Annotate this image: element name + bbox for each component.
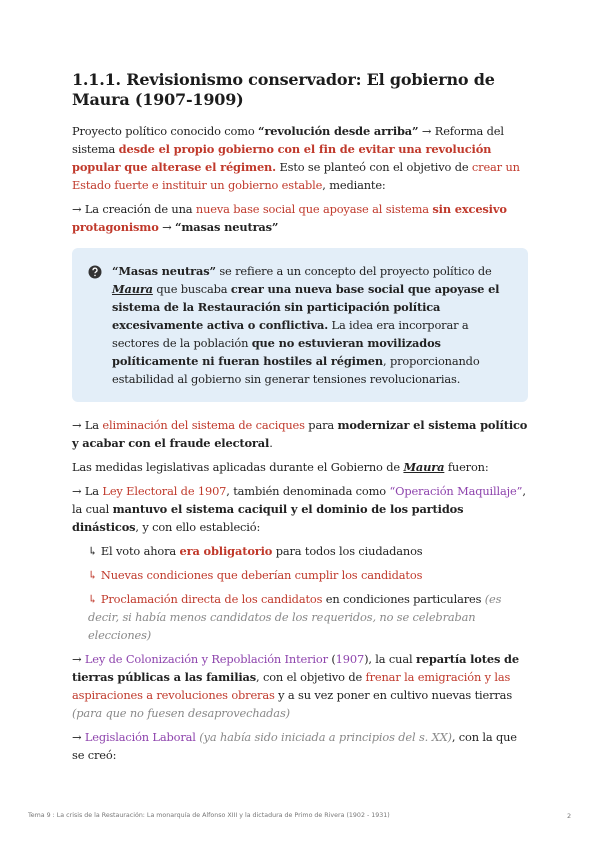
text: ↳ El voto ahora xyxy=(88,544,180,558)
text: que buscaba xyxy=(152,282,231,296)
list-item xyxy=(88,542,528,560)
section-heading: 1.1.1. Revisionismo conservador: El gobierno de Maura (1907-1909) xyxy=(72,70,495,109)
labor-legislation xyxy=(72,728,528,764)
text: “masas neutras” xyxy=(174,220,279,234)
text: ↳ xyxy=(88,568,101,582)
text: Esto se planteó con el objetivo de xyxy=(276,160,472,174)
text: La idea era incorporar a sectores de la población xyxy=(112,318,469,350)
text: modernizar el sistema político y acabar con el fraude electoral xyxy=(72,418,528,450)
callout-text xyxy=(112,262,512,388)
text: → La xyxy=(72,418,103,432)
text: Proclamación directa de los candidatos xyxy=(100,592,323,606)
text: Ley Electoral de 1907 xyxy=(102,484,227,498)
text: → La creación de una xyxy=(72,202,196,216)
text: → xyxy=(72,652,85,666)
text: crear una nueva base social que apoyase el sistema de la Restauración sin participación política excesivamente activa o conflictiva. xyxy=(112,282,500,332)
text: , proporcionando estabilidad al gobierno sin generar tensiones revolucionarias. xyxy=(112,354,480,386)
point-neutral-masses xyxy=(72,200,528,236)
text: que no estuvieran movilizados políticamente ni fueran hostiles al régimen xyxy=(112,336,441,368)
page-footer: Tema 9 : La crisis de la Restauración: La monarquía de Alfonso XIII y la dictadura de Primo de Rivera (1902 - 1931) xyxy=(28,812,390,819)
text: (ya había sido iniciada a principios del s. XX) xyxy=(199,730,452,744)
electoral-law xyxy=(72,482,528,536)
text: Proyecto político conocido como xyxy=(72,124,259,138)
text: eliminación del sistema de caciques xyxy=(102,418,305,432)
text: era obligatorio xyxy=(179,544,273,558)
text: Maura xyxy=(112,282,153,296)
text: Nuevas condiciones que deberían cumplir los candidatos xyxy=(100,568,423,582)
text: → xyxy=(158,220,175,234)
text: nueva base social que apoyase al sistema xyxy=(195,202,429,216)
text: y a su vez poner en cultivo nuevas tierras xyxy=(274,688,513,702)
info-callout xyxy=(72,248,528,402)
text: “Operación Maquillaje” xyxy=(389,484,523,498)
text: ↳ xyxy=(88,592,101,606)
text: , la cual xyxy=(72,484,526,516)
text: Legislación Laboral xyxy=(84,730,196,744)
text: . xyxy=(269,436,273,450)
point-caciques xyxy=(72,416,528,452)
text: se refiere a un concepto del proyecto político de xyxy=(215,264,492,278)
text: , mediante: xyxy=(322,178,386,192)
text: (es decir, si había menos candidatos de los requeridos, no se celebraban elecciones) xyxy=(88,592,502,642)
text: para todos los ciudadanos xyxy=(272,544,423,558)
text: en condiciones particulares xyxy=(322,592,485,606)
electoral-law-sublist xyxy=(72,542,528,644)
text: ), la cual xyxy=(364,652,416,666)
text: (para que no fuesen desaprovechadas) xyxy=(72,706,290,720)
page-number: 2 xyxy=(567,812,572,820)
text: para xyxy=(304,418,338,432)
list-item xyxy=(88,566,528,584)
lightbulb-icon xyxy=(88,265,102,279)
colonization-law xyxy=(72,650,528,722)
text: Las medidas legislativas aplicadas durante el Gobierno de xyxy=(72,460,404,474)
text: Maura xyxy=(403,460,445,474)
text: → Reforma del sistema xyxy=(72,124,504,156)
text: “Masas neutras” xyxy=(112,264,216,278)
intro-paragraph xyxy=(72,122,528,194)
text: crear un Estado fuerte e instituir un gobierno estable xyxy=(72,160,520,192)
text: 1907 xyxy=(335,652,365,666)
text: Ley de Colonización y Repoblación Interior xyxy=(84,652,328,666)
list-item xyxy=(88,590,528,644)
text: , también denominada como xyxy=(226,484,390,498)
text: fueron: xyxy=(444,460,489,474)
text: repartía lotes de tierras públicas a las familias xyxy=(72,652,519,684)
text: “revolución desde arriba” xyxy=(258,124,419,138)
measures-intro xyxy=(72,458,528,476)
text: → La xyxy=(72,484,103,498)
text: , con la que se creó: xyxy=(72,730,517,762)
text: sin excesivo protagonismo xyxy=(72,202,507,234)
text: ( xyxy=(327,652,336,666)
text: mantuvo el sistema caciquil y el dominio de los partidos dinásticos xyxy=(72,502,464,534)
text: desde el propio gobierno con el fin de evitar una revolución popular que alterase el régimen. xyxy=(72,142,492,174)
text: → xyxy=(72,730,85,744)
text: , y con ello estableció: xyxy=(135,520,261,534)
text: frenar la emigración y las aspiraciones a revoluciones obreras xyxy=(72,670,511,702)
text: , con el objetivo de xyxy=(256,670,366,684)
document-body xyxy=(72,70,528,770)
